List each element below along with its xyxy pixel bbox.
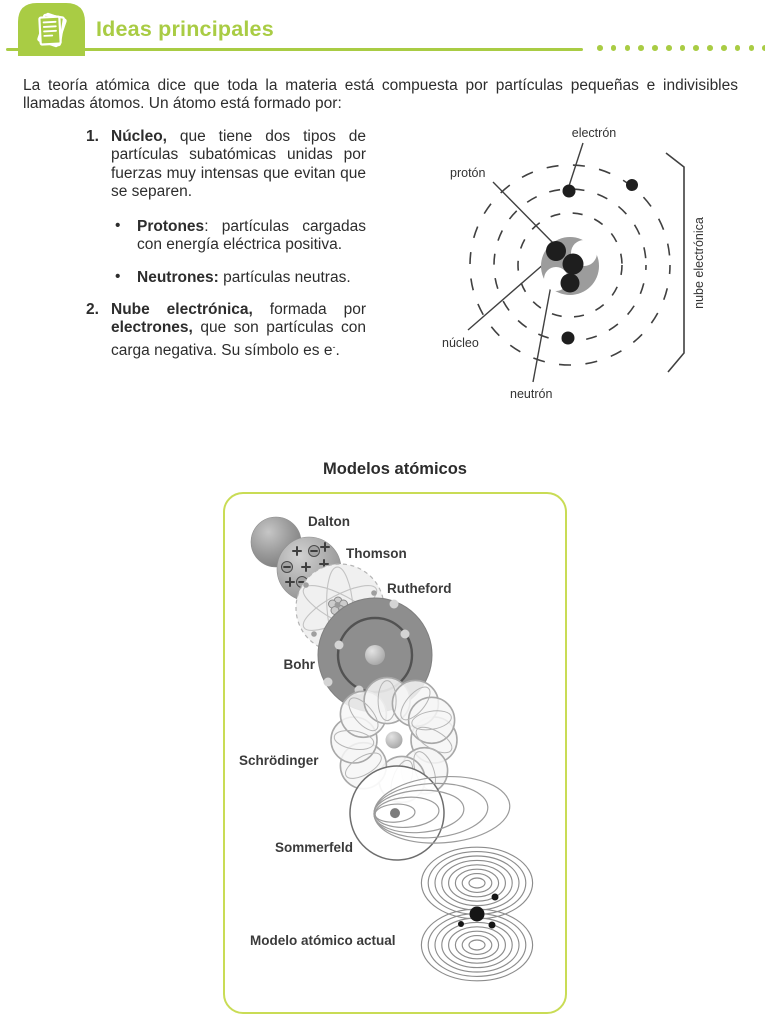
list-item-nucleo xyxy=(86,128,366,202)
dotted-separator xyxy=(597,45,765,51)
label-dalton: Dalton xyxy=(308,514,350,529)
bullet-marker: • xyxy=(115,217,121,234)
list-number: 2. xyxy=(86,301,99,318)
list-item-nube xyxy=(86,301,366,360)
atomic-models-figure xyxy=(223,492,567,1014)
label-rutheford: Rutheford xyxy=(387,581,452,596)
electron-label: electrón xyxy=(571,126,617,140)
term-protones: Protones xyxy=(137,218,205,235)
electron-symbol-sup: - xyxy=(332,341,336,352)
bullet-item-protones xyxy=(113,218,366,255)
cloud-bracket xyxy=(666,153,684,372)
term-nucleo: Núcleo, xyxy=(111,128,167,145)
label-modelo-actual: Modelo atómico actual xyxy=(250,933,396,948)
label-schrodinger: Schrödinger xyxy=(239,753,319,768)
bullet-item-neutrones xyxy=(113,269,366,287)
nucleus-label: núcleo xyxy=(442,336,479,350)
term-neutrones: Neutrones: xyxy=(137,269,219,286)
nucleus-graphic xyxy=(541,237,599,295)
bullet-text: Neutrones: partículas neutras. xyxy=(137,269,351,286)
electron-cloud-label: nube electrónica xyxy=(692,217,706,309)
label-thomson: Thomson xyxy=(346,546,407,561)
list-number: 1. xyxy=(86,128,99,145)
bullet-text: Protones: partículas cargadas con energía eléctrica positiva. xyxy=(137,218,366,254)
current-atomic-model xyxy=(421,847,532,981)
list-item-text: Núcleo, que tiene dos tipos de partículas subatómicas unidas por fuerzas muy intensas que evitan que se separen. xyxy=(111,128,366,201)
header-rule xyxy=(6,48,583,51)
label-bohr: Bohr xyxy=(283,657,315,672)
term-nube-electronica: Nube electrónica, xyxy=(111,301,253,318)
neutron-label: neutrón xyxy=(510,387,553,401)
intro-paragraph: La teoría atómica dice que toda la materia está compuesta por partículas pequeñas e indivisibles llamadas átomos. Un átomo está formado por: xyxy=(23,76,738,112)
figure-title: Modelos atómicos xyxy=(323,460,467,478)
term-electrones: electrones, xyxy=(111,319,193,337)
proton-label: protón xyxy=(450,166,486,180)
label-sommerfeld: Sommerfeld xyxy=(275,840,354,855)
atom-diagram xyxy=(440,118,765,410)
list-item-text: Nube electrónica, formada por electrones, que son partículas con carga negativa. Su símbolo es e-. xyxy=(111,301,366,359)
atomic-models-illustration xyxy=(225,494,565,1012)
page-title: Ideas principales xyxy=(96,17,274,41)
bullet-marker: • xyxy=(115,268,121,285)
